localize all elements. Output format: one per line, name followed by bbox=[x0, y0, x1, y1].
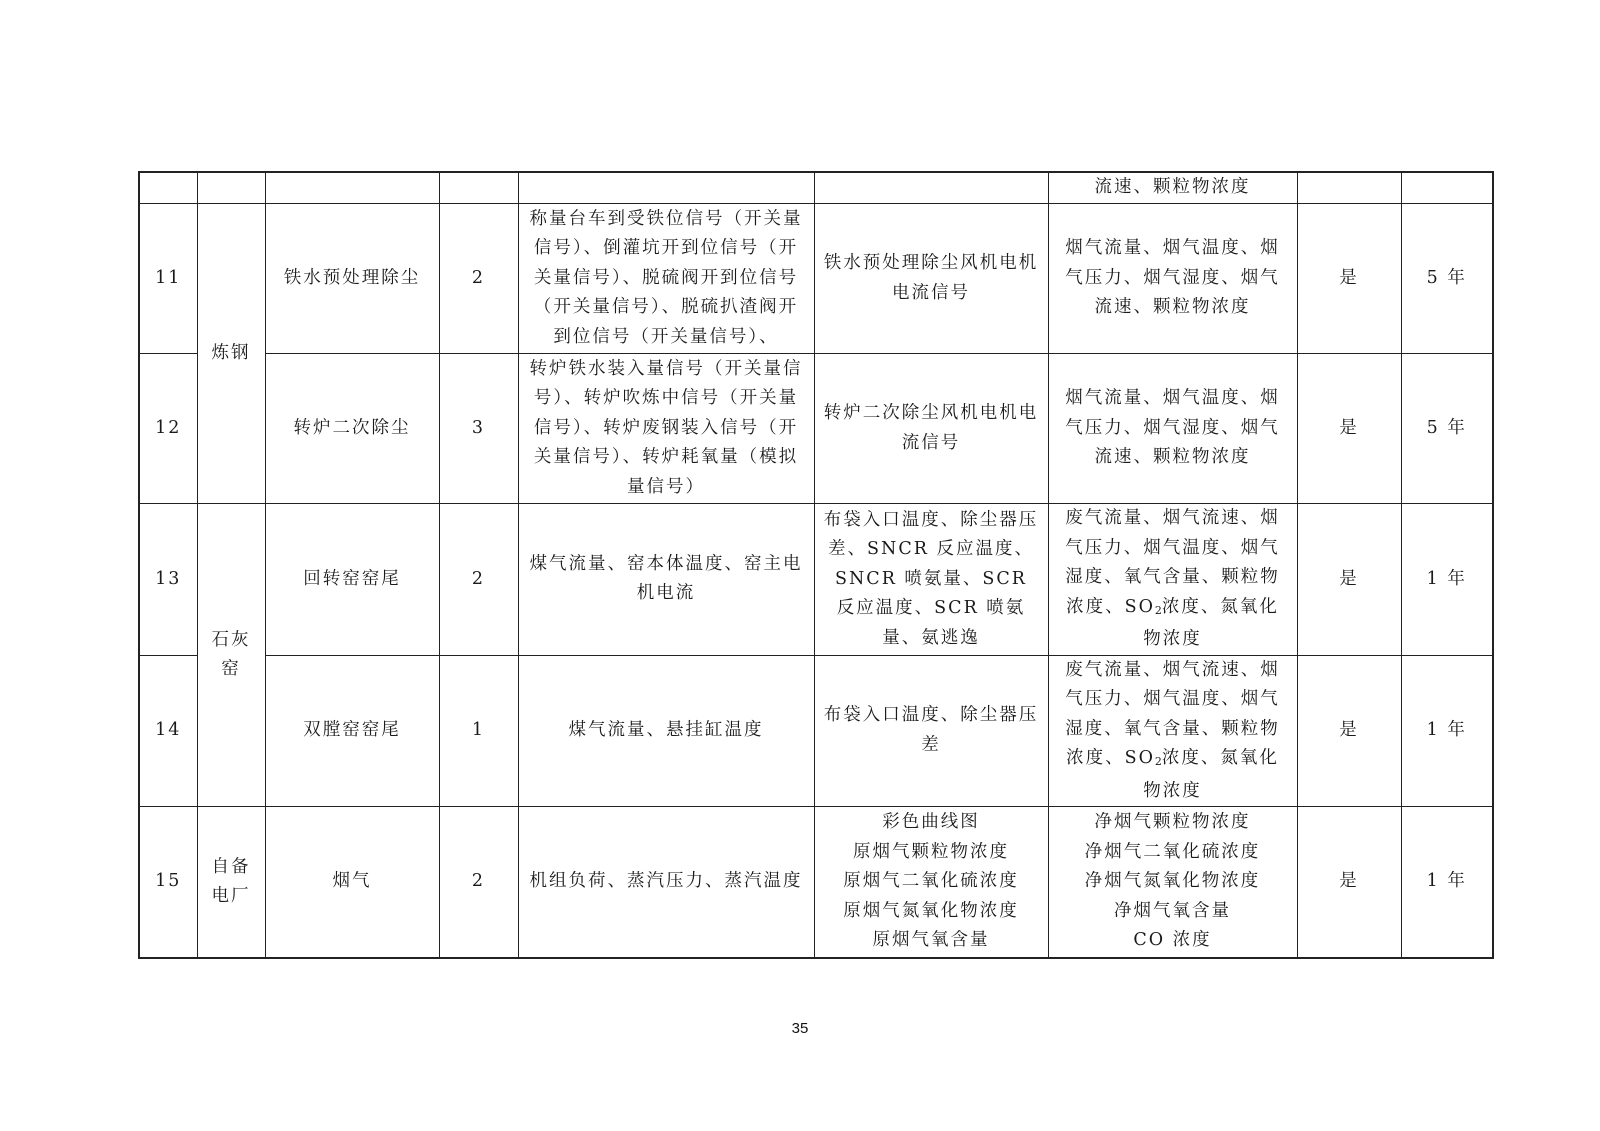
cell-required: 是 bbox=[1297, 807, 1401, 959]
cell-production-signals: 煤气流量、窑本体温度、窑主电机电流 bbox=[518, 504, 814, 656]
cell-indicators: 流速、颗粒物浓度 bbox=[1048, 172, 1297, 204]
cell-indicators bbox=[1048, 504, 1297, 656]
cell-equipment-signals: 布袋入口温度、除尘器压差 bbox=[814, 655, 1048, 807]
table-row-continuation bbox=[139, 172, 1493, 204]
cell-period: 1 年 bbox=[1401, 655, 1493, 807]
cell-process: 转炉二次除尘 bbox=[265, 354, 439, 504]
cell-required: 是 bbox=[1297, 504, 1401, 656]
indicators-text-a: 废气流量、烟气流速、烟气压力、烟气温度、烟气湿度、氧气含量、颗粒物浓度、SO bbox=[1065, 508, 1280, 617]
cell-required: 是 bbox=[1297, 354, 1401, 504]
table-row bbox=[139, 807, 1493, 959]
cell-no: 12 bbox=[139, 354, 197, 504]
cell-no: 15 bbox=[139, 807, 197, 959]
cell-production-signals bbox=[518, 172, 814, 204]
cell-no: 11 bbox=[139, 204, 197, 354]
cell-count: 2 bbox=[439, 204, 518, 354]
cell-equipment-signals bbox=[814, 172, 1048, 204]
cell-equipment-signals: 铁水预处理除尘风机电机电流信号 bbox=[814, 204, 1048, 354]
subscript-2: 2 bbox=[1154, 603, 1162, 617]
cell-process bbox=[265, 172, 439, 204]
table-row bbox=[139, 354, 1493, 504]
cell-category: 炼钢 bbox=[197, 204, 265, 504]
cell-indicators: 烟气流量、烟气温度、烟气压力、烟气湿度、烟气流速、颗粒物浓度 bbox=[1048, 354, 1297, 504]
cell-indicators: 烟气流量、烟气温度、烟气压力、烟气湿度、烟气流速、颗粒物浓度 bbox=[1048, 204, 1297, 354]
cell-no: 13 bbox=[139, 504, 197, 656]
cell-production-signals: 煤气流量、悬挂缸温度 bbox=[518, 655, 814, 807]
cell-no bbox=[139, 172, 197, 204]
cell-indicators bbox=[1048, 655, 1297, 807]
cell-process: 烟气 bbox=[265, 807, 439, 959]
cell-process: 双膛窑窑尾 bbox=[265, 655, 439, 807]
cell-count: 1 bbox=[439, 655, 518, 807]
cell-count: 2 bbox=[439, 807, 518, 959]
subscript-2: 2 bbox=[1154, 755, 1162, 768]
cell-process: 回转窑窑尾 bbox=[265, 504, 439, 656]
cell-count: 2 bbox=[439, 504, 518, 656]
indicators-text-b: 浓度、氮氧化物浓度 bbox=[1143, 748, 1279, 801]
table-row bbox=[139, 504, 1493, 656]
monitoring-table bbox=[138, 171, 1494, 959]
cell-count bbox=[439, 172, 518, 204]
cell-no: 14 bbox=[139, 655, 197, 807]
cell-equipment-signals: 彩色曲线图 原烟气颗粒物浓度 原烟气二氧化硫浓度 原烟气氮氧化物浓度 原烟气氧含量 bbox=[814, 807, 1048, 959]
cell-indicators: 净烟气颗粒物浓度 净烟气二氧化硫浓度 净烟气氮氧化物浓度 净烟气氧含量 CO 浓度 bbox=[1048, 807, 1297, 959]
page-number: 35 bbox=[791, 1020, 809, 1037]
indicators-text-a: 废气流量、烟气流速、烟气压力、烟气温度、烟气湿度、氧气含量、颗粒物浓度、SO bbox=[1065, 659, 1280, 768]
cell-production-signals: 称量台车到受铁位信号（开关量信号）、倒灌坑开到位信号（开关量信号）、脱硫阀开到位信号（开关量信号）、脱硫扒渣阀开到位信号（开关量信号）、 bbox=[518, 204, 814, 354]
cell-process: 铁水预处理除尘 bbox=[265, 204, 439, 354]
cell-production-signals: 机组负荷、蒸汽压力、蒸汽温度 bbox=[518, 807, 814, 959]
table-row bbox=[139, 655, 1493, 807]
cell-required: 是 bbox=[1297, 655, 1401, 807]
cell-period: 5 年 bbox=[1401, 354, 1493, 504]
cell-period: 5 年 bbox=[1401, 204, 1493, 354]
cell-category: 石灰窑 bbox=[197, 504, 265, 807]
cell-period bbox=[1401, 172, 1493, 204]
cell-equipment-signals: 布袋入口温度、除尘器压差、SNCR 反应温度、SNCR 喷氨量、SCR 反应温度、SCR 喷氨量、氨逃逸 bbox=[814, 504, 1048, 656]
cell-required bbox=[1297, 172, 1401, 204]
cell-category: 自备电厂 bbox=[197, 807, 265, 959]
table-row bbox=[139, 204, 1493, 354]
cell-period: 1 年 bbox=[1401, 807, 1493, 959]
cell-count: 3 bbox=[439, 354, 518, 504]
cell-category bbox=[197, 172, 265, 204]
cell-production-signals: 转炉铁水装入量信号（开关量信号）、转炉吹炼中信号（开关量信号）、转炉废钢装入信号（开关量信号）、转炉耗氧量（模拟量信号） bbox=[518, 354, 814, 504]
indicators-text-b: 浓度、氮氧化物浓度 bbox=[1143, 596, 1279, 649]
cell-required: 是 bbox=[1297, 204, 1401, 354]
cell-period: 1 年 bbox=[1401, 504, 1493, 656]
cell-equipment-signals: 转炉二次除尘风机电机电流信号 bbox=[814, 354, 1048, 504]
